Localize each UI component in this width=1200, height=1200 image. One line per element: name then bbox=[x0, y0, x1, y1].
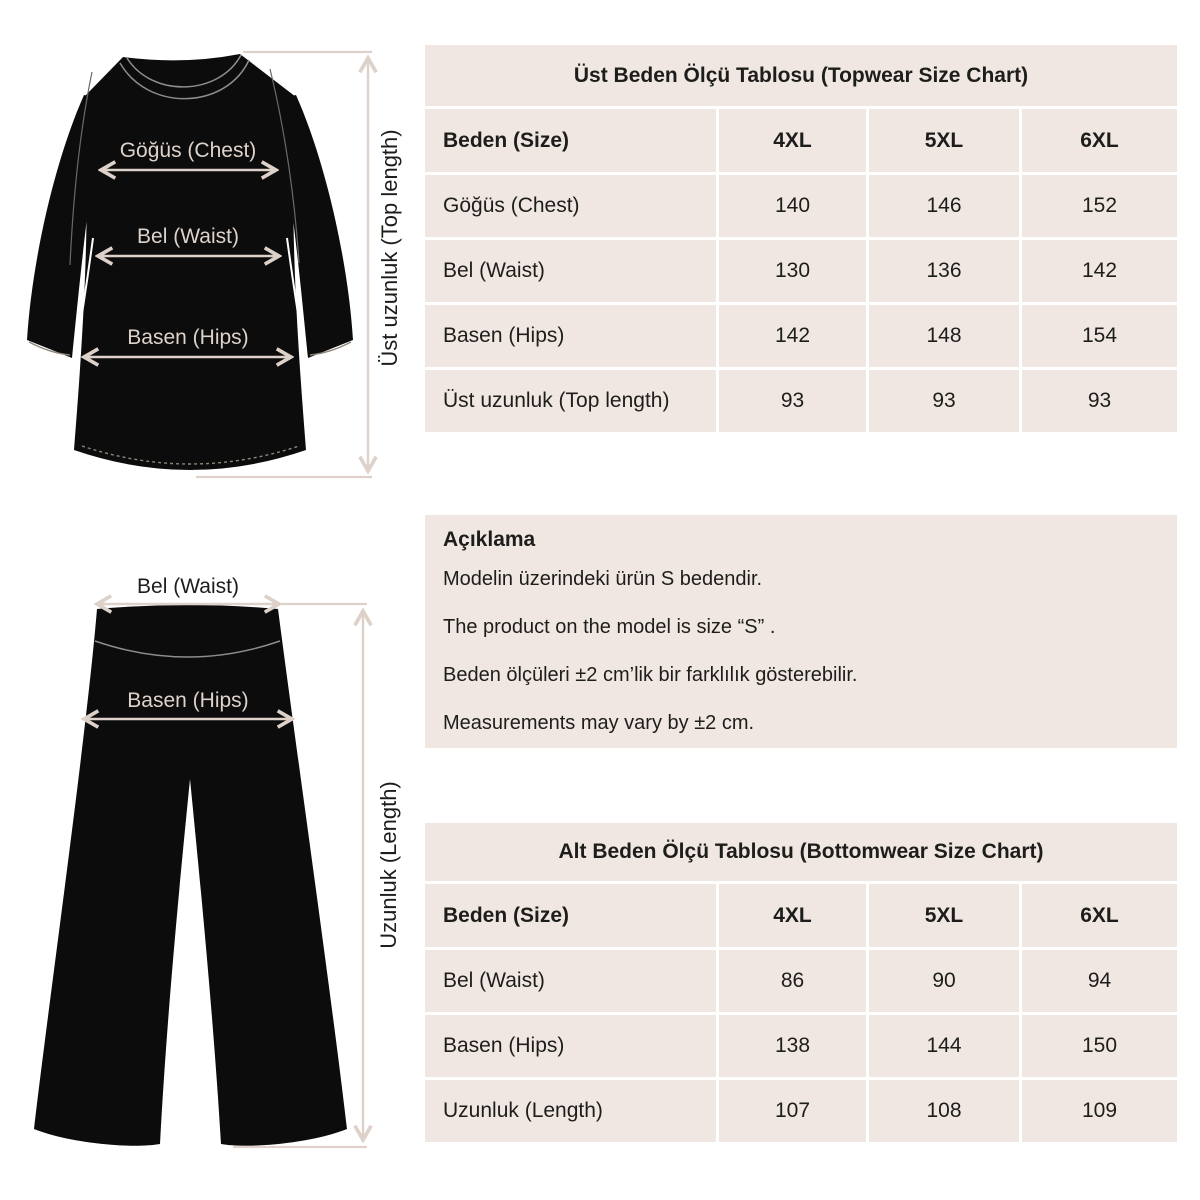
measure-label-cell: Üst uzunluk (Top length) bbox=[425, 370, 716, 432]
measure-value-cell: 109 bbox=[1022, 1080, 1177, 1142]
measure-value-cell: 93 bbox=[1022, 370, 1177, 432]
size-column-header: Beden (Size) bbox=[425, 109, 716, 172]
size-header-5xl: 5XL bbox=[869, 109, 1019, 172]
size-header-5xl: 5XL bbox=[869, 884, 1019, 947]
note-line: Beden ölçüleri ±2 cm’lik bir farklılık gösterebilir. bbox=[443, 664, 858, 686]
measure-value-cell: 138 bbox=[719, 1015, 866, 1077]
pants-waist-label: Bel (Waist) bbox=[137, 575, 239, 598]
tunic-length-label: Üst uzunluk (Top length) bbox=[377, 129, 402, 367]
tunic-chest-label: Göğüs (Chest) bbox=[119, 139, 257, 162]
pants-hips-label: Basen (Hips) bbox=[127, 689, 249, 712]
measure-label-cell: Göğüs (Chest) bbox=[425, 175, 716, 237]
pants-silhouette bbox=[34, 605, 347, 1146]
tunic-hips-label: Basen (Hips) bbox=[127, 326, 249, 349]
measure-value-cell: 93 bbox=[719, 370, 866, 432]
notes-panel bbox=[425, 515, 1177, 748]
note-line: Measurements may vary by ±2 cm. bbox=[443, 712, 755, 734]
tunic-silhouette bbox=[27, 54, 353, 470]
tunic-waist-label: Bel (Waist) bbox=[137, 225, 239, 248]
topwear-table-title: Üst Beden Ölçü Tablosu (Topwear Size Chart) bbox=[425, 45, 1177, 106]
measure-value-cell: 136 bbox=[869, 240, 1019, 302]
measure-value-cell: 148 bbox=[869, 305, 1019, 367]
measure-value-cell: 150 bbox=[1022, 1015, 1177, 1077]
size-header-6xl: 6XL bbox=[1022, 884, 1177, 947]
pants-length-label: Uzunluk (Length) bbox=[376, 781, 401, 949]
measure-value-cell: 130 bbox=[719, 240, 866, 302]
notes-title: Açıklama bbox=[443, 528, 536, 551]
measure-value-cell: 93 bbox=[869, 370, 1019, 432]
measure-value-cell: 94 bbox=[1022, 950, 1177, 1012]
bottomwear-illustration bbox=[0, 550, 420, 1200]
measure-value-cell: 152 bbox=[1022, 175, 1177, 237]
measure-value-cell: 107 bbox=[719, 1080, 866, 1142]
topwear-size-table bbox=[425, 45, 1177, 432]
measure-label-cell: Uzunluk (Length) bbox=[425, 1080, 716, 1142]
measure-value-cell: 90 bbox=[869, 950, 1019, 1012]
measure-label-cell: Basen (Hips) bbox=[425, 1015, 716, 1077]
topwear-illustration bbox=[0, 0, 420, 510]
measure-value-cell: 154 bbox=[1022, 305, 1177, 367]
measure-value-cell: 108 bbox=[869, 1080, 1019, 1142]
bottomwear-table-title: Alt Beden Ölçü Tablosu (Bottomwear Size Chart) bbox=[425, 823, 1177, 881]
measure-label-cell: Bel (Waist) bbox=[425, 950, 716, 1012]
measure-value-cell: 142 bbox=[719, 305, 866, 367]
measure-value-cell: 86 bbox=[719, 950, 866, 1012]
measure-label-cell: Bel (Waist) bbox=[425, 240, 716, 302]
size-column-header: Beden (Size) bbox=[425, 884, 716, 947]
measure-value-cell: 146 bbox=[869, 175, 1019, 237]
size-header-4xl: 4XL bbox=[719, 884, 866, 947]
measure-value-cell: 140 bbox=[719, 175, 866, 237]
measure-value-cell: 142 bbox=[1022, 240, 1177, 302]
size-header-4xl: 4XL bbox=[719, 109, 866, 172]
measure-value-cell: 144 bbox=[869, 1015, 1019, 1077]
measure-label-cell: Basen (Hips) bbox=[425, 305, 716, 367]
note-line: Modelin üzerindeki ürün S bedendir. bbox=[443, 568, 763, 590]
size-header-6xl: 6XL bbox=[1022, 109, 1177, 172]
note-line: The product on the model is size “S” . bbox=[443, 616, 776, 638]
bottomwear-size-table bbox=[425, 823, 1177, 1142]
